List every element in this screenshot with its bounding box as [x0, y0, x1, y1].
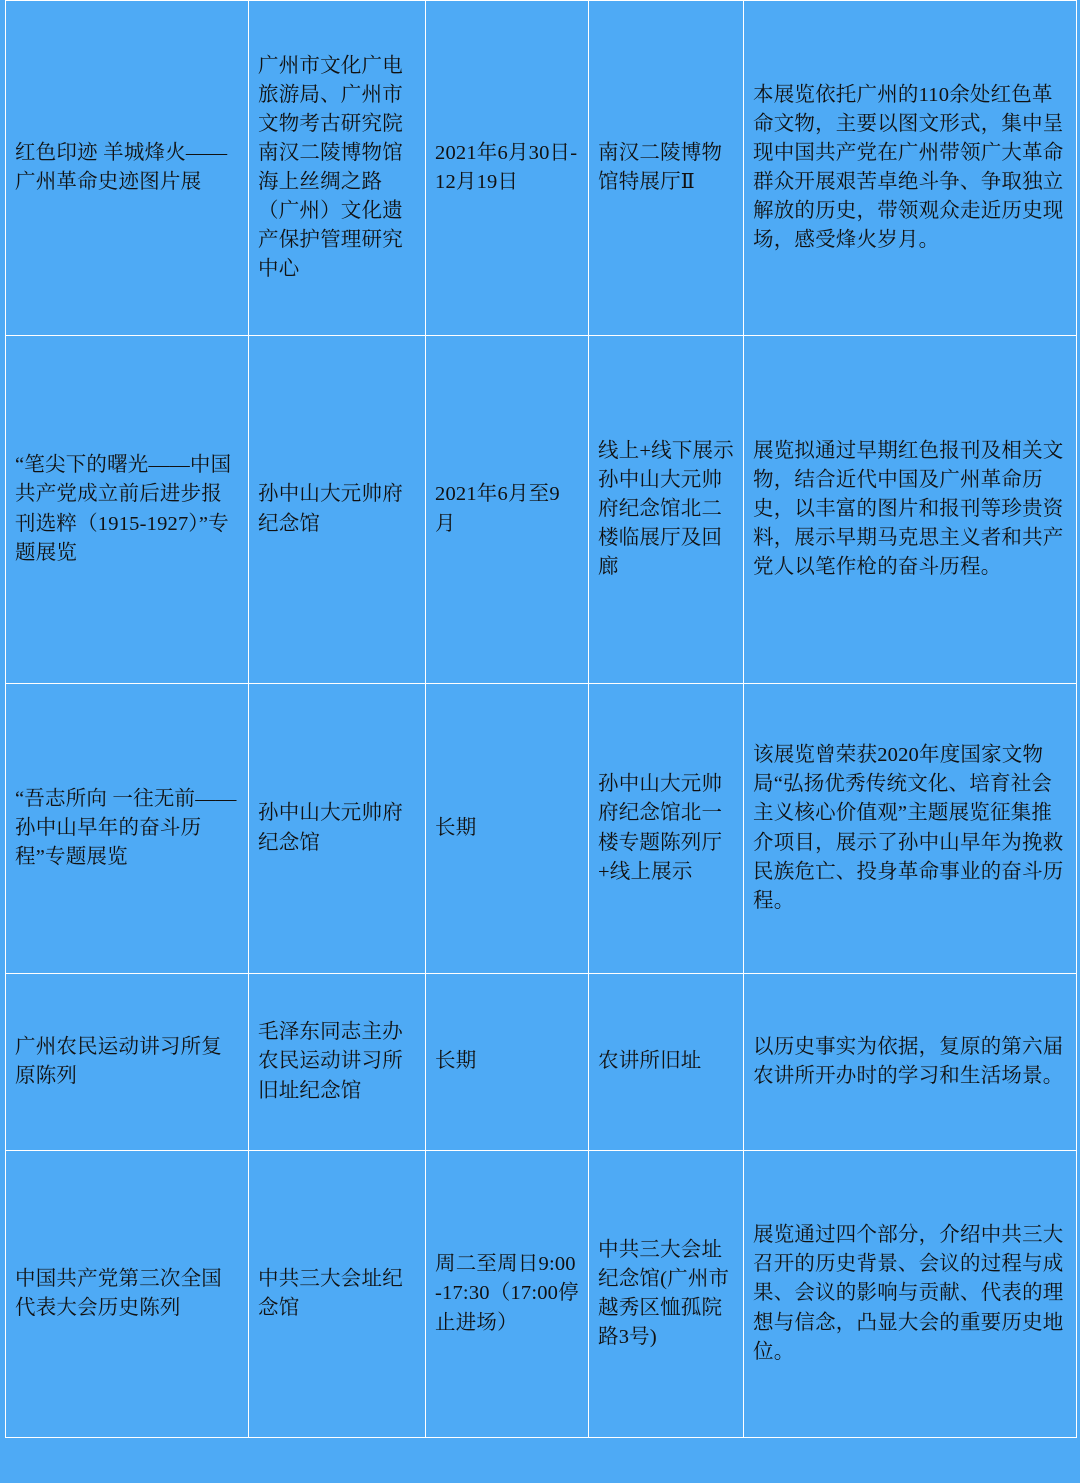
cell-description — [744, 1, 1077, 336]
date-text: 长期 — [435, 1050, 477, 1073]
cell-exhibition-name — [6, 684, 249, 974]
organizer-text: 中共三大会址纪念馆 — [258, 1267, 403, 1319]
cell-venue — [589, 974, 744, 1151]
venue-text: 孙中山大元帅府纪念馆北一楼专题陈列厅+线上展示 — [598, 773, 723, 883]
cell-description — [744, 684, 1077, 974]
cell-exhibition-name — [6, 974, 249, 1151]
cell-organizer — [249, 684, 426, 974]
cell-organizer — [249, 1151, 426, 1438]
exhibition-table — [5, 0, 1077, 1438]
organizer-text: 孙中山大元帅府纪念馆 — [258, 483, 403, 535]
date-text: 2021年6月30日-12月19日 — [435, 141, 578, 193]
date-text: 周二至周日9:00-17:30（17:00停止进场） — [435, 1253, 579, 1334]
cell-date — [426, 684, 589, 974]
cell-date — [426, 1151, 589, 1438]
exhibition-name-text: 红色印迹 羊城烽火——广州革命史迹图片展 — [15, 141, 228, 193]
table-row — [6, 684, 1077, 974]
cell-exhibition-name — [6, 1151, 249, 1438]
date-text: 长期 — [435, 816, 477, 839]
venue-text: 中共三大会址纪念馆(广州市越秀区恤孤院路3号) — [598, 1238, 730, 1349]
cell-venue — [589, 1151, 744, 1438]
cell-organizer — [249, 336, 426, 684]
cell-date — [426, 1, 589, 336]
exhibition-name-text: “吾志所向 一往无前——孙中山早年的奋斗历程”专题展览 — [15, 787, 237, 869]
cell-venue — [589, 336, 744, 684]
cell-exhibition-name — [6, 336, 249, 684]
organizer-text: 毛泽东同志主办农民运动讲习所旧址纪念馆 — [258, 1021, 403, 1102]
description-text: 展览通过四个部分，介绍中共三大召开的历史背景、会议的过程与成果、会议的影响与贡献、代表的理想与信念，凸显大会的重要历史地位。 — [753, 1224, 1064, 1363]
description-text: 展览拟通过早期红色报刊及相关文物，结合近代中国及广州革命历史，以丰富的图片和报刊等珍贵资料，展示早期马克思主义者和共产党人以笔作枪的奋斗历程。 — [753, 439, 1064, 579]
cell-date — [426, 974, 589, 1151]
venue-text: 南汉二陵博物馆特展厅Ⅱ — [598, 141, 723, 193]
cell-description — [744, 974, 1077, 1151]
cell-venue — [589, 1, 744, 336]
venue-text: 农讲所旧址 — [598, 1050, 702, 1073]
date-text: 2021年6月至9月 — [435, 483, 560, 535]
exhibition-name-text: “笔尖下的曙光——中国共产党成立前后进步报刊选粹（1915-1927）”专题展览 — [15, 454, 232, 564]
table-row — [6, 1151, 1077, 1438]
description-text: 本展览依托广州的110余处红色革命文物，主要以图文形式，集中呈现中国共产党在广州带领广大革命群众开展艰苦卓绝斗争、争取独立解放的历史，带领观众走近历史现场，感受烽火岁月。 — [753, 83, 1064, 252]
table-row — [6, 1, 1077, 336]
cell-organizer — [249, 1, 426, 336]
cell-organizer — [249, 974, 426, 1151]
cell-venue — [589, 684, 744, 974]
organizer-text: 孙中山大元帅府纪念馆 — [258, 802, 403, 854]
cell-description — [744, 336, 1077, 684]
description-text: 以历史事实为依据，复原的第六届农讲所开办时的学习和生活场景。 — [753, 1035, 1064, 1087]
organizer-text: 广州市文化广电旅游局、广州市文物考古研究院 南汉二陵博物馆 海上丝绸之路（广州）文化遗产保护管理研究中心 — [258, 54, 409, 281]
description-text: 该展览曾荣获2020年度国家文物局“弘扬优秀传统文化、培育社会主义核心价值观”主题展览征集推介项目，展示了孙中山早年为挽救民族危亡、投身革命事业的奋斗历程。 — [753, 744, 1064, 912]
table-row — [6, 974, 1077, 1151]
table-row — [6, 336, 1077, 684]
cell-date — [426, 336, 589, 684]
exhibition-name-text: 广州农民运动讲习所复原陈列 — [15, 1035, 222, 1087]
cell-description — [744, 1151, 1077, 1438]
exhibition-name-text: 中国共产党第三次全国代表大会历史陈列 — [15, 1267, 222, 1319]
venue-text: 线上+线下展示孙中山大元帅府纪念馆北二楼临展厅及回廊 — [598, 439, 734, 579]
cell-exhibition-name — [6, 1, 249, 336]
